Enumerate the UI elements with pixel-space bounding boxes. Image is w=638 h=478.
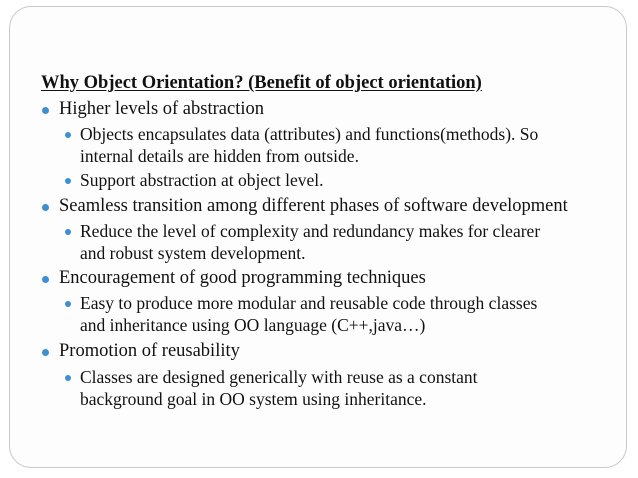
sub-bullet-complexity-line-1: Reduce the level of complexity and redundancy makes for clearer [80, 221, 541, 241]
bullet-dot-icon [42, 107, 49, 114]
sub-bullet-dot-icon [65, 301, 71, 307]
sub-bullet-modular-line-2: and inheritance using OO language (C++,java…) [80, 315, 426, 335]
sub-bullet-dot-icon [65, 375, 71, 381]
sub-bullet-modular-line-1: Easy to produce more modular and reusable code through classes [80, 293, 538, 313]
sub-bullet-dot-icon [65, 178, 71, 184]
sub-bullet-encapsulation-line-1: Objects encapsulates data (attributes) and functions(methods). So [80, 124, 539, 144]
bullet-dot-icon [42, 276, 49, 283]
bullet-dot-icon [42, 349, 49, 356]
sub-bullet-encapsulation-line-2: internal details are hidden from outside. [80, 146, 359, 166]
sub-bullet-complexity-line-2: and robust system development. [80, 243, 306, 263]
sub-bullet-object-level: Support abstraction at object level. [80, 170, 324, 190]
sub-bullet-generic-line-2: background goal in OO system using inheritance. [80, 389, 427, 409]
bullet-abstraction: Higher levels of abstraction [59, 99, 264, 119]
sub-bullet-dot-icon [65, 132, 71, 138]
slide-title: Why Object Orientation? (Benefit of object orientation) [41, 73, 482, 93]
bullet-seamless-transition: Seamless transition among different phases of software development [59, 196, 568, 216]
sub-bullet-generic-line-1: Classes are designed generically with reuse as a constant [80, 367, 478, 387]
bullet-reusability: Promotion of reusability [59, 341, 240, 361]
bullet-good-programming: Encouragement of good programming techniques [59, 268, 426, 288]
bullet-dot-icon [42, 204, 49, 211]
sub-bullet-dot-icon [65, 229, 71, 235]
